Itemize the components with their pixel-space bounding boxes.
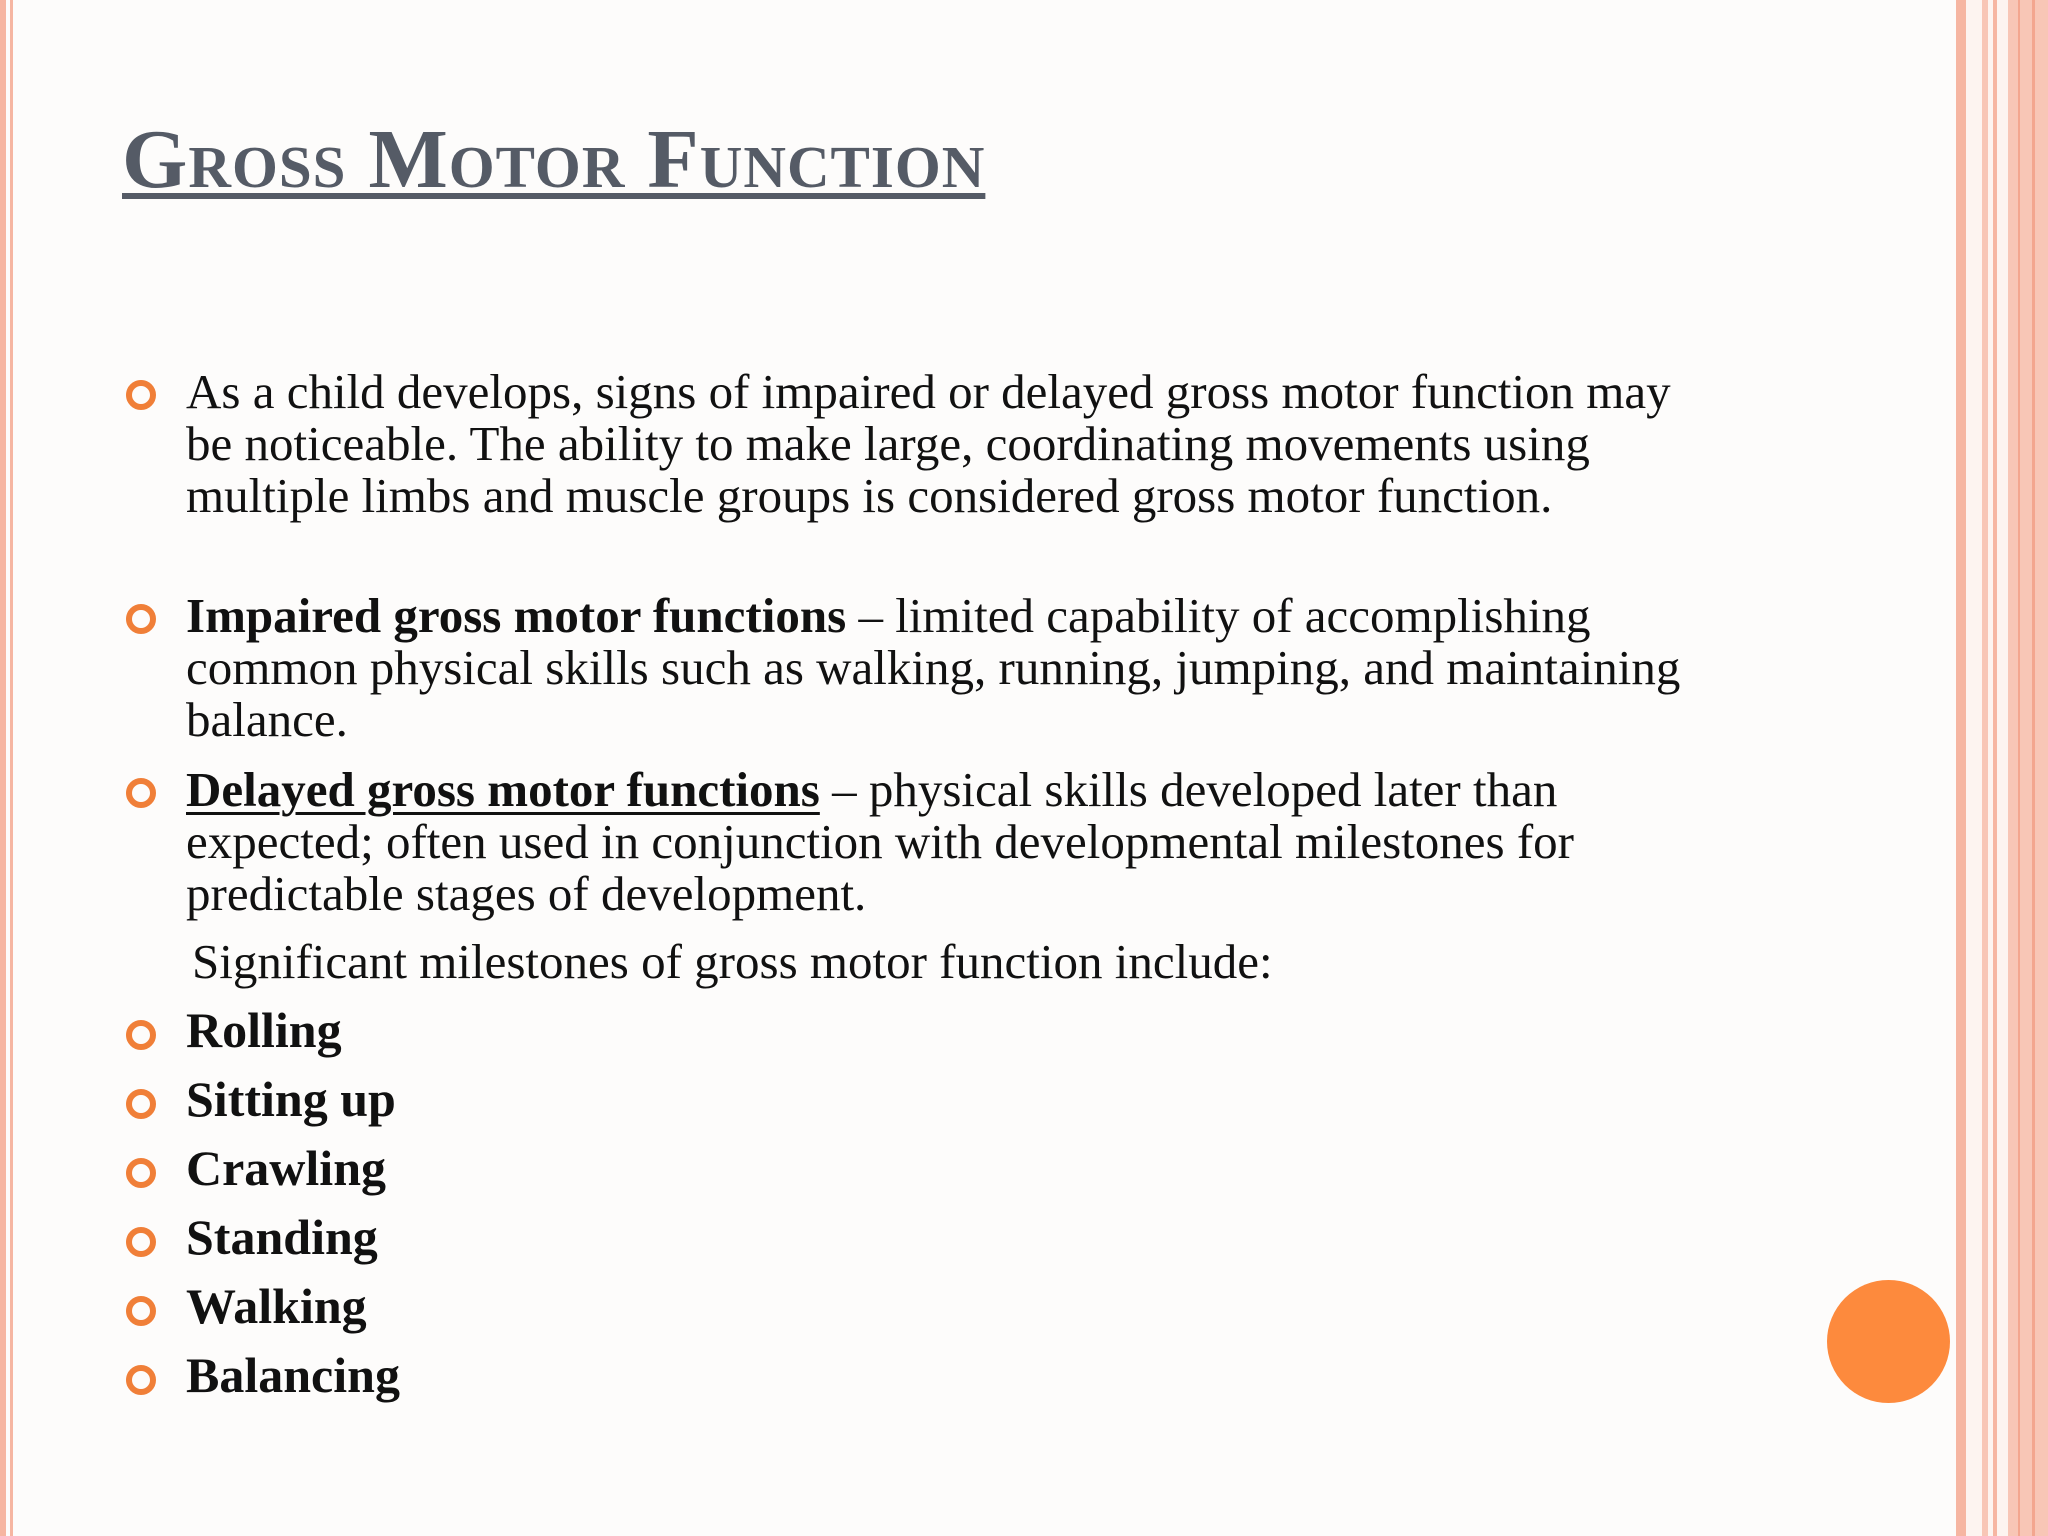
right-border-stripe [1956, 0, 1966, 1536]
bullet-term: Delayed gross motor functions [186, 762, 820, 817]
milestone-item: Rolling [186, 1002, 342, 1058]
slide-title: Gross Motor Function [122, 113, 986, 206]
bullet-circle-icon [126, 604, 156, 634]
bullet-paragraph [186, 366, 1726, 522]
decorative-orange-circle [1827, 1280, 1950, 1403]
bullet-circle-icon [126, 1089, 156, 1119]
right-border-stripe [2032, 0, 2035, 1536]
bullet-text: – limited capability of accomplishing common physical skills such as walking, running, jumping, and maintaining balance. [186, 588, 1681, 747]
milestones-intro: Significant milestones of gross motor function include: [192, 934, 1273, 989]
bullet-term: Impaired gross motor functions [186, 588, 847, 643]
bullet-circle-icon [126, 778, 156, 808]
bullet-circle-icon [126, 1227, 156, 1257]
bullet-circle-icon [126, 1158, 156, 1188]
bullet-paragraph [186, 764, 1706, 920]
bullet-text: As a child develops, signs of impaired or delayed gross motor function may be noticeable. The ability to make large, coordinating movements using multiple limbs and muscle groups is considered gross motor function. [186, 364, 1671, 523]
milestone-item: Balancing [186, 1347, 400, 1403]
milestone-item: Walking [186, 1278, 367, 1334]
bullet-circle-icon [126, 1365, 156, 1395]
milestone-item: Sitting up [186, 1071, 396, 1127]
milestone-item: Standing [186, 1209, 378, 1265]
bullet-circle-icon [126, 380, 156, 410]
right-border-stripe [2018, 0, 2020, 1536]
right-border-stripe [1993, 0, 1997, 1536]
bullet-circle-icon [126, 1296, 156, 1326]
right-border-stripe [2008, 0, 2048, 1536]
bullet-circle-icon [126, 1020, 156, 1050]
bullet-paragraph [186, 590, 1726, 746]
right-border-stripe [1982, 0, 1988, 1536]
milestone-item: Crawling [186, 1140, 386, 1196]
bullet-text: – physical skills developed later than expected; often used in conjunction with developmental milestones for predictable stages of development. [186, 762, 1574, 921]
